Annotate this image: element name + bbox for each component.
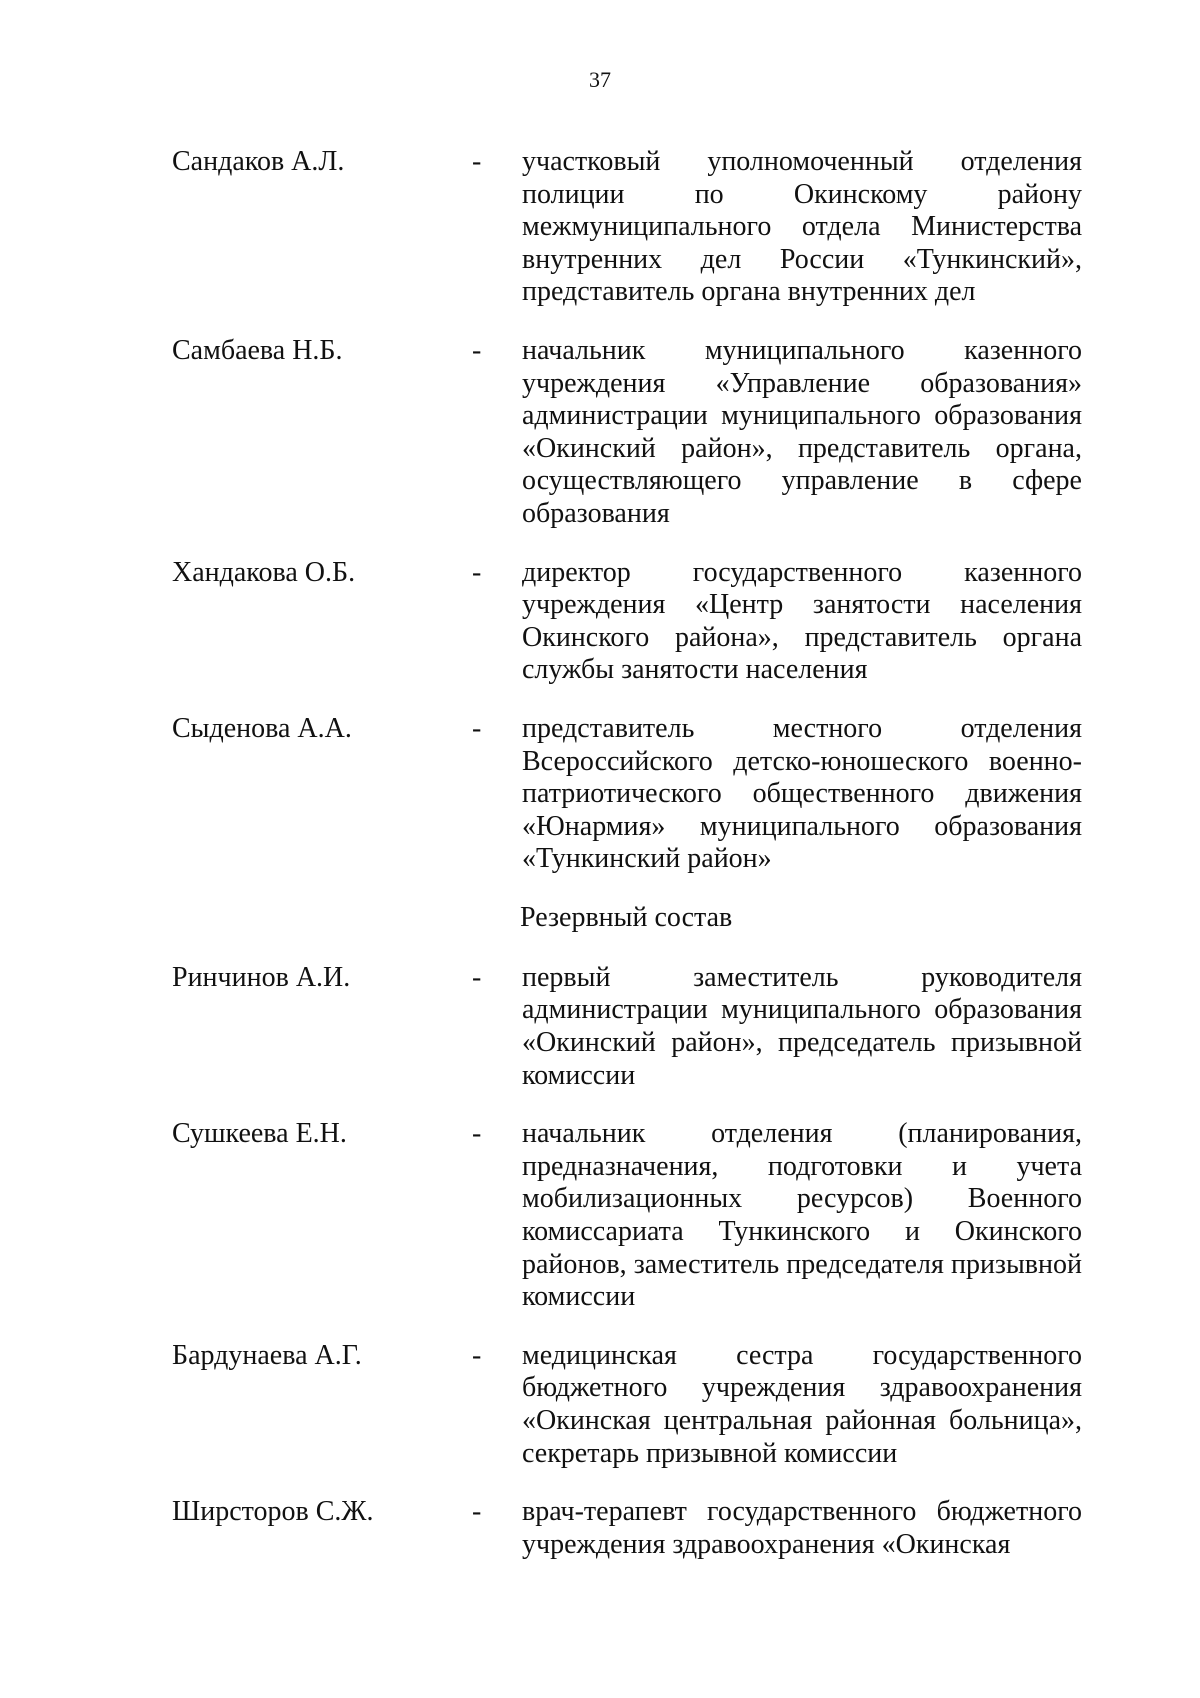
member-description: первый заместитель руководителя администрации муниципального образования «Окинский район», председатель призывной комиссии	[522, 961, 1082, 1091]
reserve-member-entry	[0, 1496, 1200, 1561]
reserve-member-entry	[0, 962, 1200, 1092]
member-dash: -	[472, 1496, 482, 1528]
member-name: Сушкеева Е.Н.	[172, 1118, 347, 1150]
member-entry	[0, 713, 1200, 876]
member-description: участковый уполномоченный отделения полиции по Окинскому району межмуниципального отдела Министерства внутренних дел России «Тункинский», представитель органа внутренних дел	[522, 146, 1082, 308]
member-description: представитель местного отделения Всероссийского детско-юношеского военно-патриотического общественного движения «Юнармия» муниципального образования «Тункинский район»	[522, 712, 1082, 875]
member-description: врач-терапевт государственного бюджетного учреждения здравоохранения «Окинская	[522, 1496, 1082, 1560]
member-name: Сыденова А.А.	[172, 712, 352, 744]
member-name: Ринчинов А.И.	[172, 961, 351, 993]
member-description: начальник муниципального казенного учреждения «Управление образования» администрации муниципального образования «Окинский район», представитель органа, осуществляющего управление в сфере образования	[522, 334, 1082, 529]
member-name: Бардунаева А.Г.	[172, 1339, 362, 1371]
member-description: медицинская сестра государственного бюджетного учреждения здравоохранения «Окинская центральная районная больница», секретарь призывной комиссии	[522, 1339, 1082, 1469]
reserve-heading: Резервный состав	[520, 901, 733, 933]
member-dash: -	[472, 1118, 482, 1150]
member-dash: -	[472, 961, 482, 993]
page-number: 37	[589, 67, 611, 92]
member-name: Сандаков А.Л.	[172, 146, 345, 177]
member-name: Ширсторов С.Ж.	[172, 1496, 374, 1528]
member-entry	[0, 557, 1200, 687]
member-dash: -	[472, 712, 482, 744]
member-name: Хандакова О.Б.	[172, 556, 356, 588]
member-dash: -	[472, 146, 482, 177]
reserve-member-entry	[0, 1340, 1200, 1470]
member-dash: -	[472, 556, 482, 588]
member-entry	[0, 335, 1200, 531]
member-name: Самбаева Н.Б.	[172, 334, 343, 366]
reserve-member-entry	[0, 1118, 1200, 1314]
member-dash: -	[472, 1339, 482, 1371]
member-description: директор государственного казенного учреждения «Центр занятости населения Окинского района», представитель органа службы занятости населения	[522, 556, 1082, 686]
commission-roster	[0, 146, 1200, 1561]
member-entry	[0, 146, 1200, 309]
member-description: начальник отделения (планирования, предназначения, подготовки и учета мобилизационных ресурсов) Военного комиссариата Тункинского и Окинского районов, заместитель председателя призывной комиссии	[522, 1118, 1082, 1313]
member-dash: -	[472, 334, 482, 366]
